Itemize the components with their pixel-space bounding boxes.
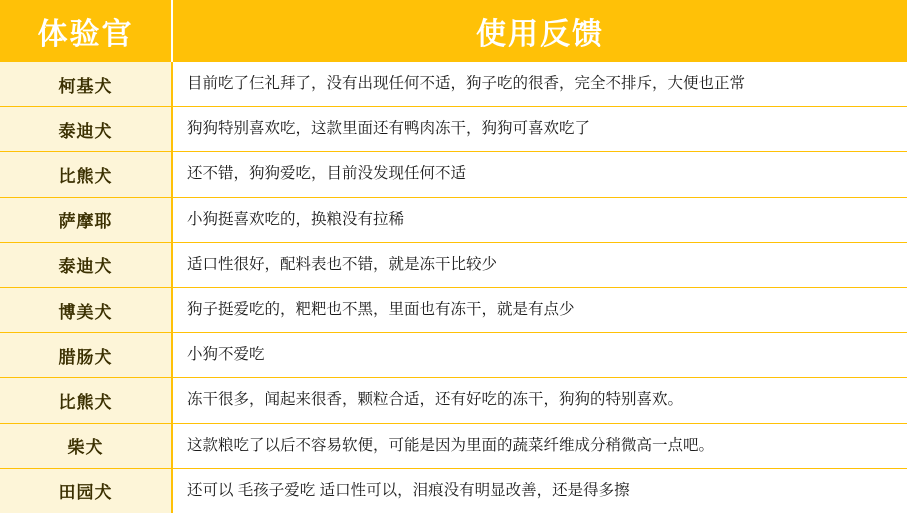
cell-feedback: 适口性很好，配料表也不错，就是冻干比较少	[173, 243, 907, 287]
cell-breed: 泰迪犬	[0, 107, 173, 151]
cell-breed: 田园犬	[0, 469, 173, 513]
cell-breed: 比熊犬	[0, 152, 173, 196]
table-row	[0, 288, 907, 333]
table-row	[0, 152, 907, 197]
table-row	[0, 107, 907, 152]
header-breed: 体验官	[0, 0, 173, 62]
cell-feedback: 小狗挺喜欢吃的，换粮没有拉稀	[173, 198, 907, 242]
table-row	[0, 424, 907, 469]
header-feedback: 使用反馈	[476, 18, 604, 51]
cell-breed: 比熊犬	[0, 378, 173, 422]
table-row	[0, 469, 907, 513]
cell-breed: 柴犬	[0, 424, 173, 468]
cell-feedback: 冻干很多，闻起来很香，颗粒合适，还有好吃的冻干，狗狗的特别喜欢。	[173, 378, 907, 422]
cell-feedback: 还可以 毛孩子爱吃 适口性可以，泪痕没有明显改善，还是得多擦	[173, 469, 907, 513]
cell-breed: 泰迪犬	[0, 243, 173, 287]
table-body	[0, 62, 907, 513]
cell-feedback: 狗狗特别喜欢吃，这款里面还有鸭肉冻干，狗狗可喜欢吃了	[173, 107, 907, 151]
table-header-row	[0, 0, 907, 62]
cell-feedback: 目前吃了仨礼拜了，没有出现任何不适，狗子吃的很香，完全不排斥，大便也正常	[173, 62, 907, 106]
table-row	[0, 198, 907, 243]
cell-breed: 博美犬	[0, 288, 173, 332]
cell-feedback: 狗子挺爱吃的，粑粑也不黑，里面也有冻干，就是有点少	[173, 288, 907, 332]
cell-feedback: 这款粮吃了以后不容易软便，可能是因为里面的蔬菜纤维成分稍微高一点吧。	[173, 424, 907, 468]
table-row	[0, 333, 907, 378]
cell-breed: 萨摩耶	[0, 198, 173, 242]
cell-breed: 柯基犬	[0, 62, 173, 106]
table-row	[0, 62, 907, 107]
table-row	[0, 378, 907, 423]
cell-feedback: 还不错，狗狗爱吃，目前没发现任何不适	[173, 152, 907, 196]
cell-breed: 腊肠犬	[0, 333, 173, 377]
cell-feedback: 小狗不爱吃	[173, 333, 907, 377]
table-row	[0, 243, 907, 288]
